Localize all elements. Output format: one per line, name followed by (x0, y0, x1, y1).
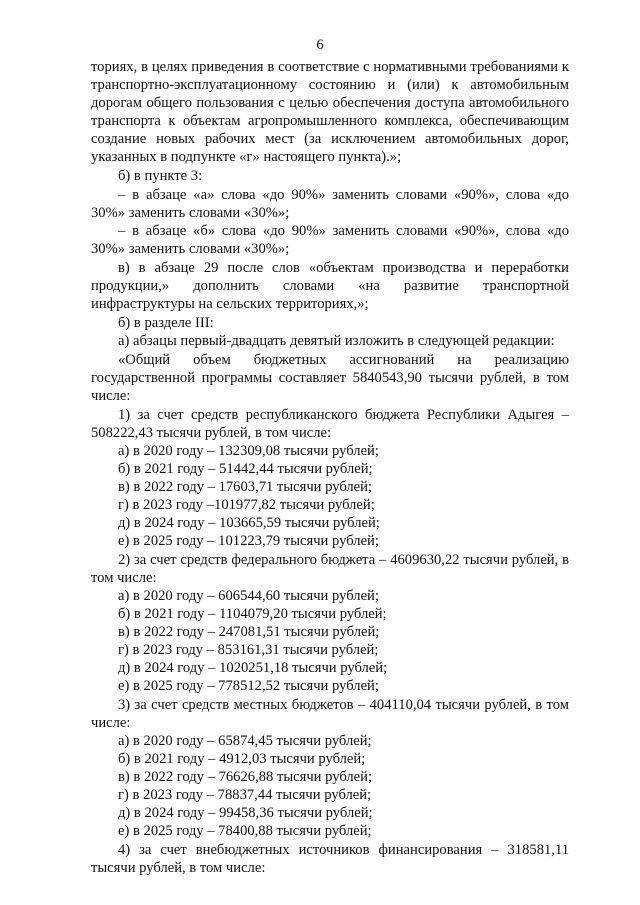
list-item: г) в 2023 году – 78837,44 тысячи рублей; (118, 787, 372, 803)
list-item: в) в 2022 году – 76626,88 тысячи рублей; (118, 769, 373, 785)
paragraph: 1) за счет средств республиканского бюджета Республики Адыгея – 508222,43 тысячи рублей, в том числе: (91, 407, 569, 441)
list-item: а) в 2020 году – 606544,60 тысячи рублей; (118, 588, 379, 604)
paragraph: «Общий объем бюджетных ассигнований на реализацию государственной программы составляет 5840543,90 тысячи рублей, в том числе: (91, 352, 569, 404)
paragraph: а) абзацы первый-двадцать девятый изложить в следующей редакции: (118, 333, 555, 349)
paragraph: – в абзаце «а» слова «до 90%» заменить словами «90%», слова «до 30%» заменить словами «30%»; (91, 187, 569, 221)
list-item: а) в 2020 году – 132309,08 тысячи рублей; (118, 443, 379, 459)
list-item: г) в 2023 году – 853161,31 тысячи рублей; (118, 642, 379, 658)
list-item: е) в 2025 году – 101223,79 тысячи рублей; (118, 533, 379, 549)
list-item: д) в 2024 году – 99458,36 тысячи рублей; (118, 805, 373, 821)
list-item: в) в 2022 году – 247081,51 тысячи рублей; (118, 624, 380, 640)
paragraph: 2) за счет средств федерального бюджета – 4609630,22 тысячи рублей, в том числе: (91, 552, 569, 586)
list-item: д) в 2024 году – 103665,59 тысячи рублей; (118, 515, 380, 531)
list-item: б) в пункте 3: (118, 168, 203, 184)
page-number: 6 (316, 37, 324, 53)
list-item: б) в 2021 году – 1104079,20 тысячи рублей; (118, 606, 387, 622)
paragraph: в) в абзаце 29 после слов «объектам производства и переработки продукции,» дополнить словами «на развитие транспортной инфраструктуры на сельских территориях,»; (91, 260, 569, 312)
list-item: б) в разделе III: (118, 315, 214, 331)
list-item: а) в 2020 году – 65874,45 тысячи рублей; (118, 733, 372, 749)
document-body (91, 58, 569, 877)
paragraph: ториях, в целях приведения в соответствие с нормативными требованиями к транспортно-эксплуатационному состоянию и (или) к автомобильным дорогам общего пользования с целью обеспечения доступа автомобильного транспорта к объектам агропромышленного комплекса, обеспечивающим создание новых рабочих мест (за исключением автомобильных дорог, указанных в подпункте «г» настоящего пункта).»; (91, 59, 569, 165)
paragraph: – в абзаце «б» слова «до 90%» заменить словами «90%», слова «до 30%» заменить словами «30%»; (91, 223, 569, 257)
list-item: д) в 2024 году – 1020251,18 тысячи рублей; (118, 660, 388, 676)
paragraph: 4) за счет внебюджетных источников финансирования – 318581,11 тысячи рублей, в том числе: (91, 842, 569, 876)
list-item: б) в 2021 году – 51442,44 тысячи рублей; (118, 461, 373, 477)
list-item: е) в 2025 году – 778512,52 тысячи рублей; (118, 678, 379, 694)
paragraph: 3) за счет средств местных бюджетов – 404110,04 тысячи рублей, в том числе: (91, 697, 569, 731)
list-item: г) в 2023 году –101977,82 тысячи рублей; (118, 497, 375, 513)
list-item: в) в 2022 году – 17603,71 тысячи рублей; (118, 479, 373, 495)
list-item: б) в 2021 году – 4912,03 тысячи рублей; (118, 751, 366, 767)
list-item: е) в 2025 году – 78400,88 тысячи рублей; (118, 823, 372, 839)
